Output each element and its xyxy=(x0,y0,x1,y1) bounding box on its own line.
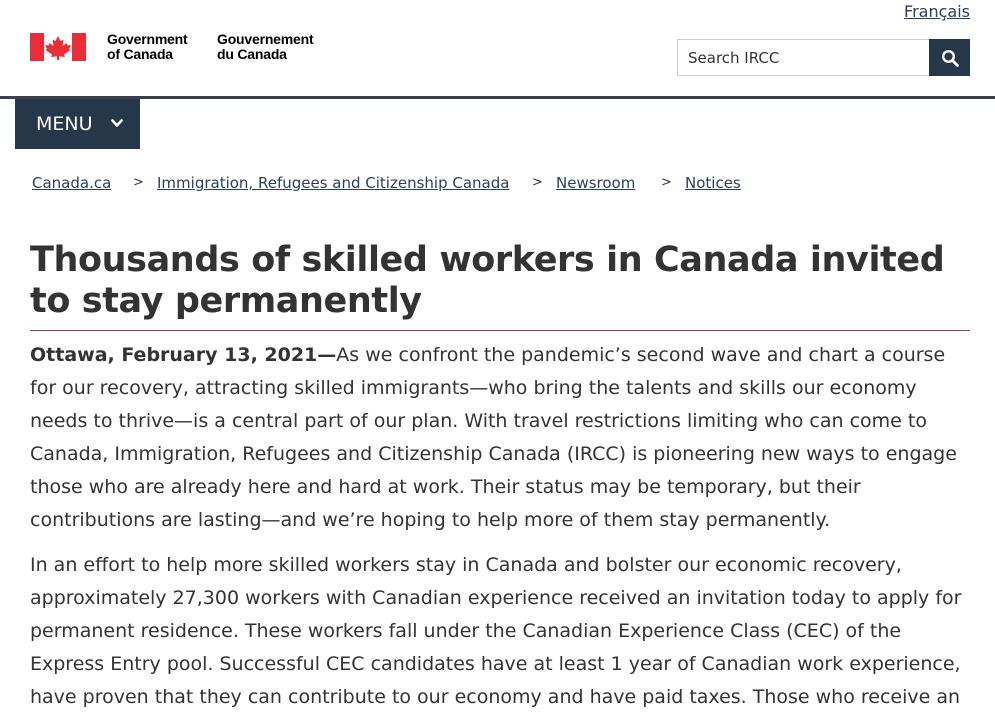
brand-french-line1: Gouvernement xyxy=(217,31,314,47)
header-divider xyxy=(0,96,995,99)
breadcrumb-link-ircc[interactable]: Immigration, Refugees and Citizenship Canada xyxy=(157,174,510,192)
breadcrumb-separator: > xyxy=(661,175,672,190)
dateline: Ottawa, February 13, 2021— xyxy=(30,344,337,366)
brand-french-line2: du Canada xyxy=(217,46,287,62)
breadcrumb-link-canada-ca[interactable]: Canada.ca xyxy=(32,174,112,192)
menu-button[interactable] xyxy=(15,99,140,149)
brand-english-line2: of Canada xyxy=(107,46,173,62)
breadcrumb-link-notices[interactable]: Notices xyxy=(685,174,741,192)
breadcrumb-separator: > xyxy=(532,175,543,190)
menu-label: MENU xyxy=(36,113,93,135)
breadcrumb-separator: > xyxy=(133,175,144,190)
article-paragraph-1 xyxy=(30,339,970,537)
paragraph-1-text: As we confront the pandemic’s second wave and chart a course for our recovery, attracting skilled immigrants—who bring the talents and skills our economy needs to thrive—is a central part of our plan. With travel restrictions limiting who can come to Canada, Immigration, Refugees and Citizenship Canada (IRCC) is pioneering new ways to engage those who are already here and hard at work. Their status may be temporary, but their contributions are lasting—and we’re hoping to help more of them stay permanently. xyxy=(30,344,957,531)
brand-english-line1: Government xyxy=(107,31,188,47)
canada-flag-icon xyxy=(30,33,86,61)
search-button[interactable] xyxy=(929,39,970,76)
page-title: Thousands of skilled workers in Canada invited to stay permanently xyxy=(30,240,945,321)
government-of-canada-signature[interactable] xyxy=(30,32,330,62)
brand-english xyxy=(107,32,207,62)
title-underline xyxy=(30,330,970,331)
search-icon xyxy=(941,49,959,67)
search-input[interactable] xyxy=(677,39,949,76)
breadcrumb-link-newsroom[interactable]: Newsroom xyxy=(556,174,636,192)
chevron-down-icon xyxy=(111,119,123,128)
brand-french xyxy=(217,32,337,62)
language-toggle-link[interactable]: Français xyxy=(904,2,970,21)
site-search xyxy=(677,39,970,76)
article-paragraph-2: In an effort to help more skilled workers stay in Canada and bolster our economic recovery, approximately 27,300 workers with Canadian experience received an invitation today to apply for permanent residence. These workers fall under the Canadian Experience Class (CEC) of the Express Entry pool. Successful CEC candidates have at least 1 year of Canadian work experience, have proven that they can contribute to our economy and have paid taxes. Those who receive an xyxy=(30,554,962,708)
